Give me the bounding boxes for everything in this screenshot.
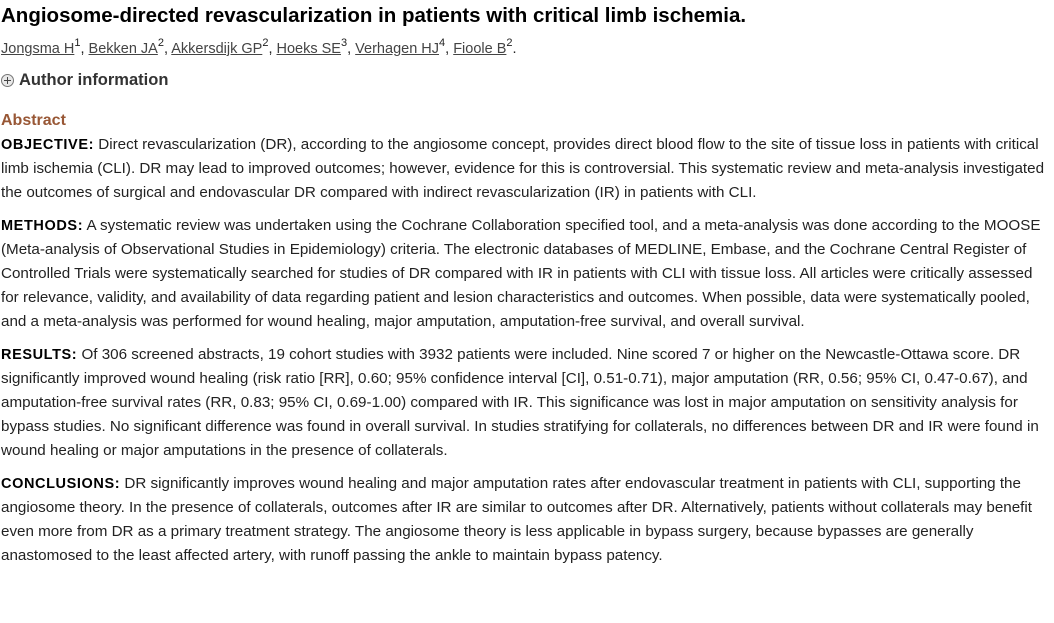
section-label: OBJECTIVE: [1, 137, 95, 153]
affiliation-number: 3 [340, 37, 348, 49]
section-text: A systematic review was undertaken using the Cochrane Collaboration specified tool, and a meta-analysis was done according to the MOOSE (Meta-analysis of Observational Studies in Epidemiology) criteria. The electronic databases of MEDLINE, Embase, and the Cochrane Central Register of Controlled Trials were systematically searched for studies of DR compared with IR in patients with CLI with tissue loss. All articles were critically assessed for relevance, validity, and availability of data regarding patient and lesion characteristics and outcomes. When possible, data were systematically pooled, and a meta-analysis was performed for wound healing, major amputation, amputation-free survival, and overall survival. [1, 217, 1041, 330]
affiliation-number: 2 [262, 37, 269, 49]
section-text: DR significantly improves wound healing and major amputation rates after endovascular treatment in patients with CLI, supporting the angiosome theory. In the presence of collaterals, outcomes after IR are similar to outcomes after DR. Alternatively, patients without collaterals may benefit even more from DR as a primary treatment strategy. The angiosome theory is less applicable in bypass surgery, because bypasses are generally anastomosed to the least affected artery, with runoff passing the ankle to maintain bypass patency. [1, 475, 1032, 564]
section-label: CONCLUSIONS: [1, 476, 121, 492]
abstract-heading: Abstract [1, 112, 66, 129]
article-title: Angiosome-directed revascularization in patients with critical limb ischemia. [1, 4, 747, 27]
section-label: METHODS: [1, 218, 84, 234]
author-information-label: Author information [19, 71, 169, 89]
author-link[interactable]: Fioole B [453, 40, 507, 57]
abstract-section-methods [1, 214, 1051, 334]
author-link[interactable]: Bekken JA [88, 40, 158, 57]
author-link[interactable]: Verhagen HJ [355, 40, 440, 57]
abstract-section-conclusions [1, 472, 1051, 568]
affiliation-number: 2 [157, 37, 164, 49]
abstract-body [1, 133, 1051, 577]
affiliation-number: 1 [74, 37, 81, 49]
section-text: Direct revascularization (DR), according to the angiosome concept, provides direct blood flow to the site of tissue loss in patients with critical limb ischemia (CLI). DR may lead to improved outcomes; however, evidence for this is controversial. This systematic review and meta-analysis investigated the outcomes of surgical and endovascular DR compared with indirect revascularization (IR) in patients with CLI. [1, 136, 1045, 201]
affiliation-number: 2 [506, 37, 513, 49]
abstract-section-results [1, 343, 1051, 463]
author-link[interactable]: Hoeks SE [276, 40, 341, 57]
author-link[interactable]: Jongsma H [1, 40, 75, 57]
author-information-toggle[interactable] [1, 71, 168, 90]
abstract-section-objective [1, 133, 1051, 205]
affiliation-number: 4 [439, 37, 446, 49]
plus-circle-icon[interactable] [1, 74, 14, 87]
author-link[interactable]: Akkersdijk GP [171, 40, 263, 57]
section-text: Of 306 screened abstracts, 19 cohort studies with 3932 patients were included. Nine scored 7 or higher on the Newcastle-Ottawa score. DR significantly improved wound healing (risk ratio [RR], 0.60; 95% confidence interval [CI], 0.51-0.71), major amputation (RR, 0.56; 95% CI, 0.47-0.67), and amputation-free survival rates (RR, 0.83; 95% CI, 0.69-1.00) compared with IR. This significance was lost in major amputation on sensitivity analysis for bypass studies. No significant difference was found in overall survival. In studies stratifying for collaterals, no differences between DR and IR were found in wound healing or major amputations in the presence of collaterals. [1, 346, 1039, 459]
section-label: RESULTS: [1, 347, 78, 363]
author-list: Jongsma $H^1$, Bekken $JA^2$, Akkersdijk $GP^2$, Hoeks $SE^3$, Verhagen $HJ^4$, Fioole $B^2$. [1, 37, 517, 57]
